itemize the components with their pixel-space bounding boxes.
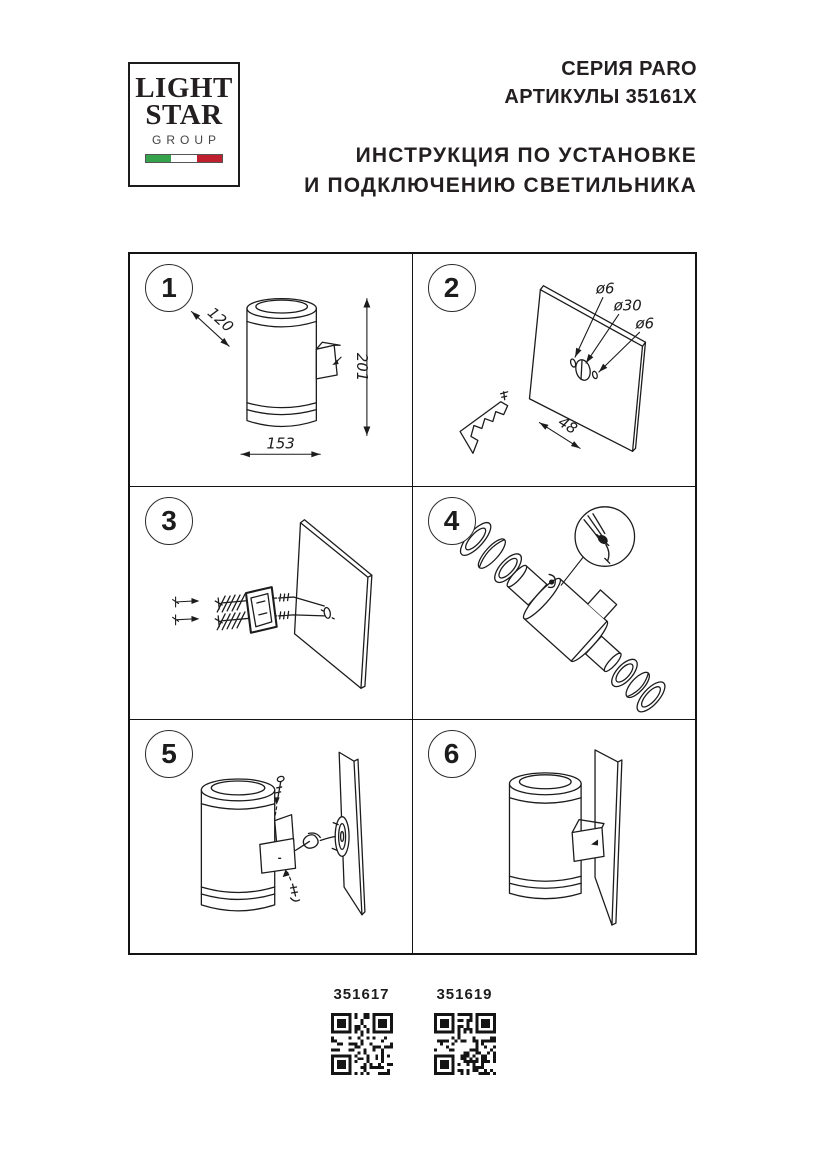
logo-word-group: GROUP [151,133,221,147]
lightstar-logo [128,62,240,187]
step-1-badge [145,264,193,312]
hole-top-label: ø6 [595,279,614,298]
step-6-number: 6 [443,738,460,769]
qr-section [0,986,826,1075]
step-6-panel [413,720,696,953]
header [304,55,697,201]
qr-label-1: 351617 [333,986,390,1003]
step-3-badge [145,497,193,545]
logo-word-light: LIGHT [135,72,233,104]
dim-width-label: 153 [266,434,295,453]
step-3-number: 3 [161,505,177,536]
qr-label-2: 351619 [436,986,493,1003]
dim-distance-label: 48 [554,412,581,438]
flag-green-stripe [146,155,171,162]
logo-word-star: STAR [145,99,223,131]
step-4-badge [428,497,476,545]
steps-grid [128,252,697,955]
qr-item-2 [434,986,496,1075]
step-5-number: 5 [161,738,177,769]
instruction-title-line2: И ПОДКЛЮЧЕНИЮ СВЕТИЛЬНИКА [304,174,697,197]
step-6-badge [428,730,476,778]
qr-code-image-2 [434,1013,496,1075]
qr-item-1 [331,986,393,1075]
series-title: СЕРИЯ PARO [561,58,697,80]
flag-red-stripe [197,155,222,162]
step-2-number: 2 [443,272,460,303]
step-1-panel [130,254,413,487]
step-1-number: 1 [161,272,177,303]
qr-code-image-1 [331,1013,393,1075]
step-4-number: 4 [443,505,460,536]
step-3-panel [130,487,413,720]
instruction-title-line1: ИНСТРУКЦИЯ ПО УСТАНОВКЕ [355,144,697,167]
dim-height-label: 201 [352,352,371,382]
step-2-badge [428,264,476,312]
italian-flag-icon [145,154,223,163]
step-5-badge [145,730,193,778]
step-4-panel [413,487,696,720]
step-2-panel [413,254,696,487]
step-5-panel [130,720,413,953]
dim-depth-label: 120 [204,303,238,336]
hole-bottom-label: ø6 [635,314,654,333]
flag-white-stripe [171,155,196,162]
hole-mid-label: ø30 [613,296,642,315]
articles-line: АРТИКУЛЫ 35161X [504,86,697,108]
instruction-title [304,141,697,201]
